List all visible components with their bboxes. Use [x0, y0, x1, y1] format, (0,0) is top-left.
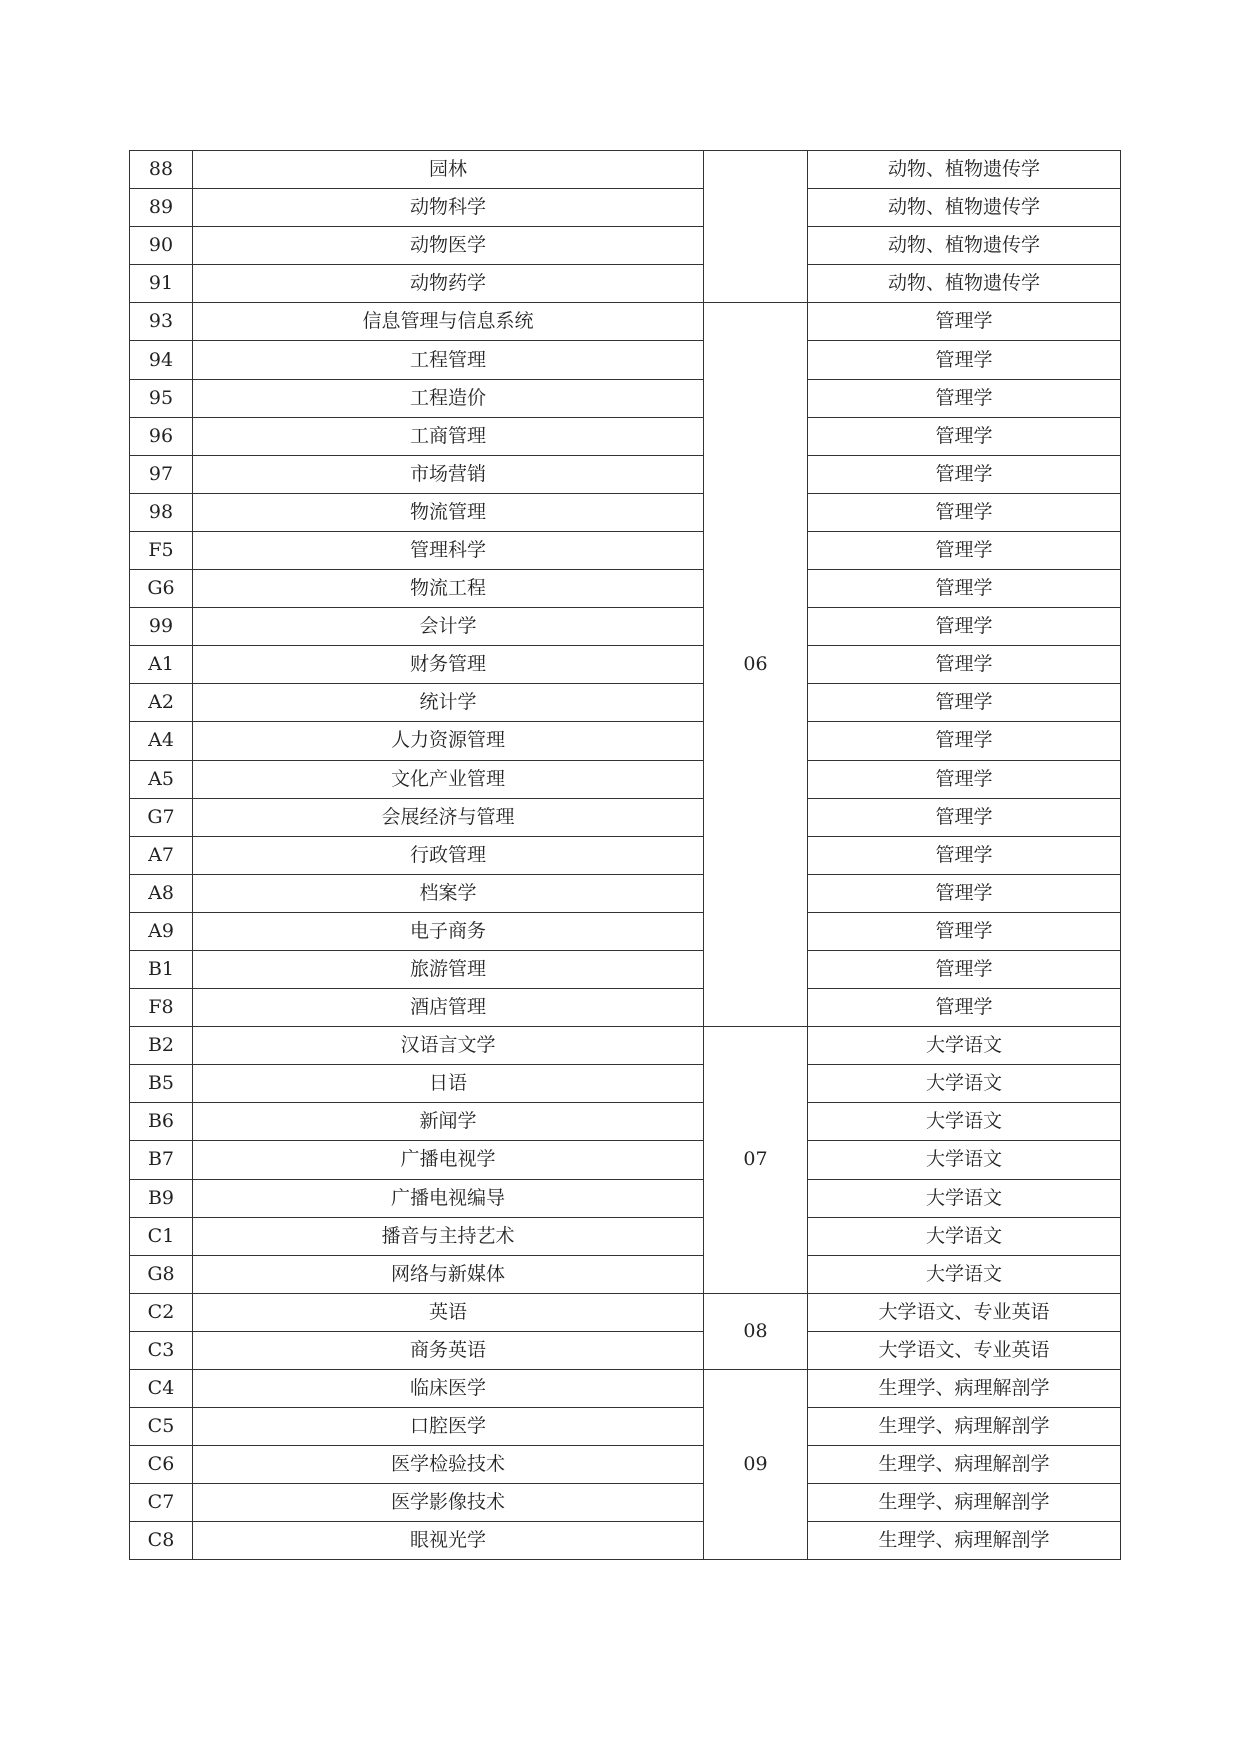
exam-subject-cell: 管理学: [808, 531, 1121, 569]
table-row: [130, 570, 1121, 608]
major-name-cell: 商务英语: [193, 1331, 704, 1369]
major-name-cell: 行政管理: [193, 836, 704, 874]
major-code-cell: B2: [130, 1027, 193, 1065]
major-code-cell: 99: [130, 608, 193, 646]
major-code-cell: B5: [130, 1065, 193, 1103]
major-name-cell: 档案学: [193, 874, 704, 912]
major-code-cell: C2: [130, 1293, 193, 1331]
major-code-cell: F5: [130, 531, 193, 569]
table-row: [130, 1446, 1121, 1484]
major-name-cell: 电子商务: [193, 912, 704, 950]
major-name-cell: 临床医学: [193, 1370, 704, 1408]
major-name-cell: 酒店管理: [193, 989, 704, 1027]
exam-subject-cell: 管理学: [808, 874, 1121, 912]
major-name-cell: 统计学: [193, 684, 704, 722]
group-code-cell: 08: [704, 1293, 808, 1369]
major-name-cell: 动物科学: [193, 189, 704, 227]
table-row: [130, 874, 1121, 912]
major-name-cell: 工程造价: [193, 379, 704, 417]
major-code-cell: B7: [130, 1141, 193, 1179]
major-code-cell: A7: [130, 836, 193, 874]
table-row: [130, 531, 1121, 569]
exam-subject-cell: 管理学: [808, 341, 1121, 379]
group-code-cell: 07: [704, 1027, 808, 1294]
major-code-cell: 96: [130, 417, 193, 455]
major-name-cell: 口腔医学: [193, 1408, 704, 1446]
table-row: [130, 760, 1121, 798]
major-name-cell: 动物医学: [193, 227, 704, 265]
exam-subject-cell: 动物、植物遗传学: [808, 227, 1121, 265]
table-row: [130, 189, 1121, 227]
table-row: [130, 646, 1121, 684]
major-name-cell: 人力资源管理: [193, 722, 704, 760]
exam-subject-cell: 生理学、病理解剖学: [808, 1446, 1121, 1484]
major-code-cell: 89: [130, 189, 193, 227]
major-code-cell: 97: [130, 455, 193, 493]
table-row: [130, 303, 1121, 341]
table-row: [130, 1065, 1121, 1103]
major-code-cell: C3: [130, 1331, 193, 1369]
major-name-cell: 会计学: [193, 608, 704, 646]
table-row: [130, 151, 1121, 189]
major-code-cell: 93: [130, 303, 193, 341]
major-name-cell: 英语: [193, 1293, 704, 1331]
exam-subject-cell: 管理学: [808, 950, 1121, 988]
exam-subject-cell: 管理学: [808, 912, 1121, 950]
major-code-cell: 91: [130, 265, 193, 303]
exam-subject-cell: 动物、植物遗传学: [808, 265, 1121, 303]
exam-subject-cell: 管理学: [808, 722, 1121, 760]
major-name-cell: 广播电视编导: [193, 1179, 704, 1217]
exam-subject-cell: 管理学: [808, 570, 1121, 608]
table-row: [130, 608, 1121, 646]
major-code-cell: C1: [130, 1217, 193, 1255]
exam-subject-cell: 动物、植物遗传学: [808, 189, 1121, 227]
major-code-cell: G8: [130, 1255, 193, 1293]
major-code-cell: C5: [130, 1408, 193, 1446]
major-code-cell: 98: [130, 493, 193, 531]
exam-subject-cell: 生理学、病理解剖学: [808, 1370, 1121, 1408]
table-row: [130, 836, 1121, 874]
major-code-cell: B6: [130, 1103, 193, 1141]
major-name-cell: 物流工程: [193, 570, 704, 608]
major-code-cell: A2: [130, 684, 193, 722]
major-name-cell: 医学检验技术: [193, 1446, 704, 1484]
exam-subject-cell: 大学语文: [808, 1141, 1121, 1179]
major-code-cell: A4: [130, 722, 193, 760]
major-name-cell: 动物药学: [193, 265, 704, 303]
table-row: [130, 1370, 1121, 1408]
major-name-cell: 会展经济与管理: [193, 798, 704, 836]
major-name-cell: 工商管理: [193, 417, 704, 455]
table-row: [130, 950, 1121, 988]
exam-subject-cell: 大学语文: [808, 1027, 1121, 1065]
table-row: [130, 265, 1121, 303]
table-row: [130, 798, 1121, 836]
majors-table: [129, 150, 1121, 1560]
major-name-cell: 播音与主持艺术: [193, 1217, 704, 1255]
group-code-cell: [704, 151, 808, 303]
major-code-cell: B9: [130, 1179, 193, 1217]
exam-subject-cell: 动物、植物遗传学: [808, 151, 1121, 189]
table-row: [130, 1179, 1121, 1217]
major-name-cell: 日语: [193, 1065, 704, 1103]
major-name-cell: 文化产业管理: [193, 760, 704, 798]
table-row: [130, 1141, 1121, 1179]
major-name-cell: 眼视光学: [193, 1522, 704, 1560]
table-row: [130, 1103, 1121, 1141]
major-code-cell: A1: [130, 646, 193, 684]
exam-subject-cell: 管理学: [808, 379, 1121, 417]
major-name-cell: 汉语言文学: [193, 1027, 704, 1065]
exam-subject-cell: 大学语文: [808, 1255, 1121, 1293]
table-row: [130, 455, 1121, 493]
major-name-cell: 网络与新媒体: [193, 1255, 704, 1293]
major-code-cell: F8: [130, 989, 193, 1027]
table-row: [130, 722, 1121, 760]
major-code-cell: C4: [130, 1370, 193, 1408]
major-code-cell: A5: [130, 760, 193, 798]
table-row: [130, 1217, 1121, 1255]
exam-subject-cell: 大学语文: [808, 1065, 1121, 1103]
table-row: [130, 1293, 1121, 1331]
exam-subject-cell: 生理学、病理解剖学: [808, 1484, 1121, 1522]
table-row: [130, 493, 1121, 531]
major-name-cell: 管理科学: [193, 531, 704, 569]
table-row: [130, 341, 1121, 379]
major-name-cell: 物流管理: [193, 493, 704, 531]
major-code-cell: A8: [130, 874, 193, 912]
table-row: [130, 1331, 1121, 1369]
table-row: [130, 912, 1121, 950]
exam-subject-cell: 管理学: [808, 989, 1121, 1027]
major-code-cell: C8: [130, 1522, 193, 1560]
exam-subject-cell: 大学语文: [808, 1179, 1121, 1217]
major-code-cell: 95: [130, 379, 193, 417]
major-code-cell: A9: [130, 912, 193, 950]
major-name-cell: 广播电视学: [193, 1141, 704, 1179]
exam-subject-cell: 管理学: [808, 608, 1121, 646]
table-row: [130, 684, 1121, 722]
exam-subject-cell: 大学语文: [808, 1217, 1121, 1255]
exam-subject-cell: 管理学: [808, 798, 1121, 836]
major-name-cell: 市场营销: [193, 455, 704, 493]
table-row: [130, 989, 1121, 1027]
major-code-cell: G7: [130, 798, 193, 836]
major-name-cell: 信息管理与信息系统: [193, 303, 704, 341]
exam-subject-cell: 管理学: [808, 760, 1121, 798]
exam-subject-cell: 管理学: [808, 303, 1121, 341]
group-code-cell: 09: [704, 1370, 808, 1560]
major-name-cell: 旅游管理: [193, 950, 704, 988]
major-code-cell: 88: [130, 151, 193, 189]
exam-subject-cell: 大学语文: [808, 1103, 1121, 1141]
exam-subject-cell: 管理学: [808, 455, 1121, 493]
table-row: [130, 1027, 1121, 1065]
exam-subject-cell: 大学语文、专业英语: [808, 1293, 1121, 1331]
exam-subject-cell: 管理学: [808, 836, 1121, 874]
major-code-cell: C6: [130, 1446, 193, 1484]
major-code-cell: 94: [130, 341, 193, 379]
table-row: [130, 1522, 1121, 1560]
exam-subject-cell: 管理学: [808, 493, 1121, 531]
exam-subject-cell: 管理学: [808, 684, 1121, 722]
major-code-cell: C7: [130, 1484, 193, 1522]
major-name-cell: 医学影像技术: [193, 1484, 704, 1522]
major-name-cell: 新闻学: [193, 1103, 704, 1141]
exam-subject-cell: 管理学: [808, 646, 1121, 684]
exam-subject-cell: 管理学: [808, 417, 1121, 455]
exam-subject-cell: 生理学、病理解剖学: [808, 1408, 1121, 1446]
table-row: [130, 1255, 1121, 1293]
exam-subject-cell: 大学语文、专业英语: [808, 1331, 1121, 1369]
major-name-cell: 工程管理: [193, 341, 704, 379]
group-code-cell: 06: [704, 303, 808, 1027]
major-name-cell: 财务管理: [193, 646, 704, 684]
table-row: [130, 1484, 1121, 1522]
major-code-cell: G6: [130, 570, 193, 608]
major-code-cell: 90: [130, 227, 193, 265]
major-code-cell: B1: [130, 950, 193, 988]
table-row: [130, 227, 1121, 265]
table-row: [130, 379, 1121, 417]
table-row: [130, 1408, 1121, 1446]
major-name-cell: 园林: [193, 151, 704, 189]
table-row: [130, 417, 1121, 455]
majors-table-body: [130, 151, 1121, 1560]
exam-subject-cell: 生理学、病理解剖学: [808, 1522, 1121, 1560]
